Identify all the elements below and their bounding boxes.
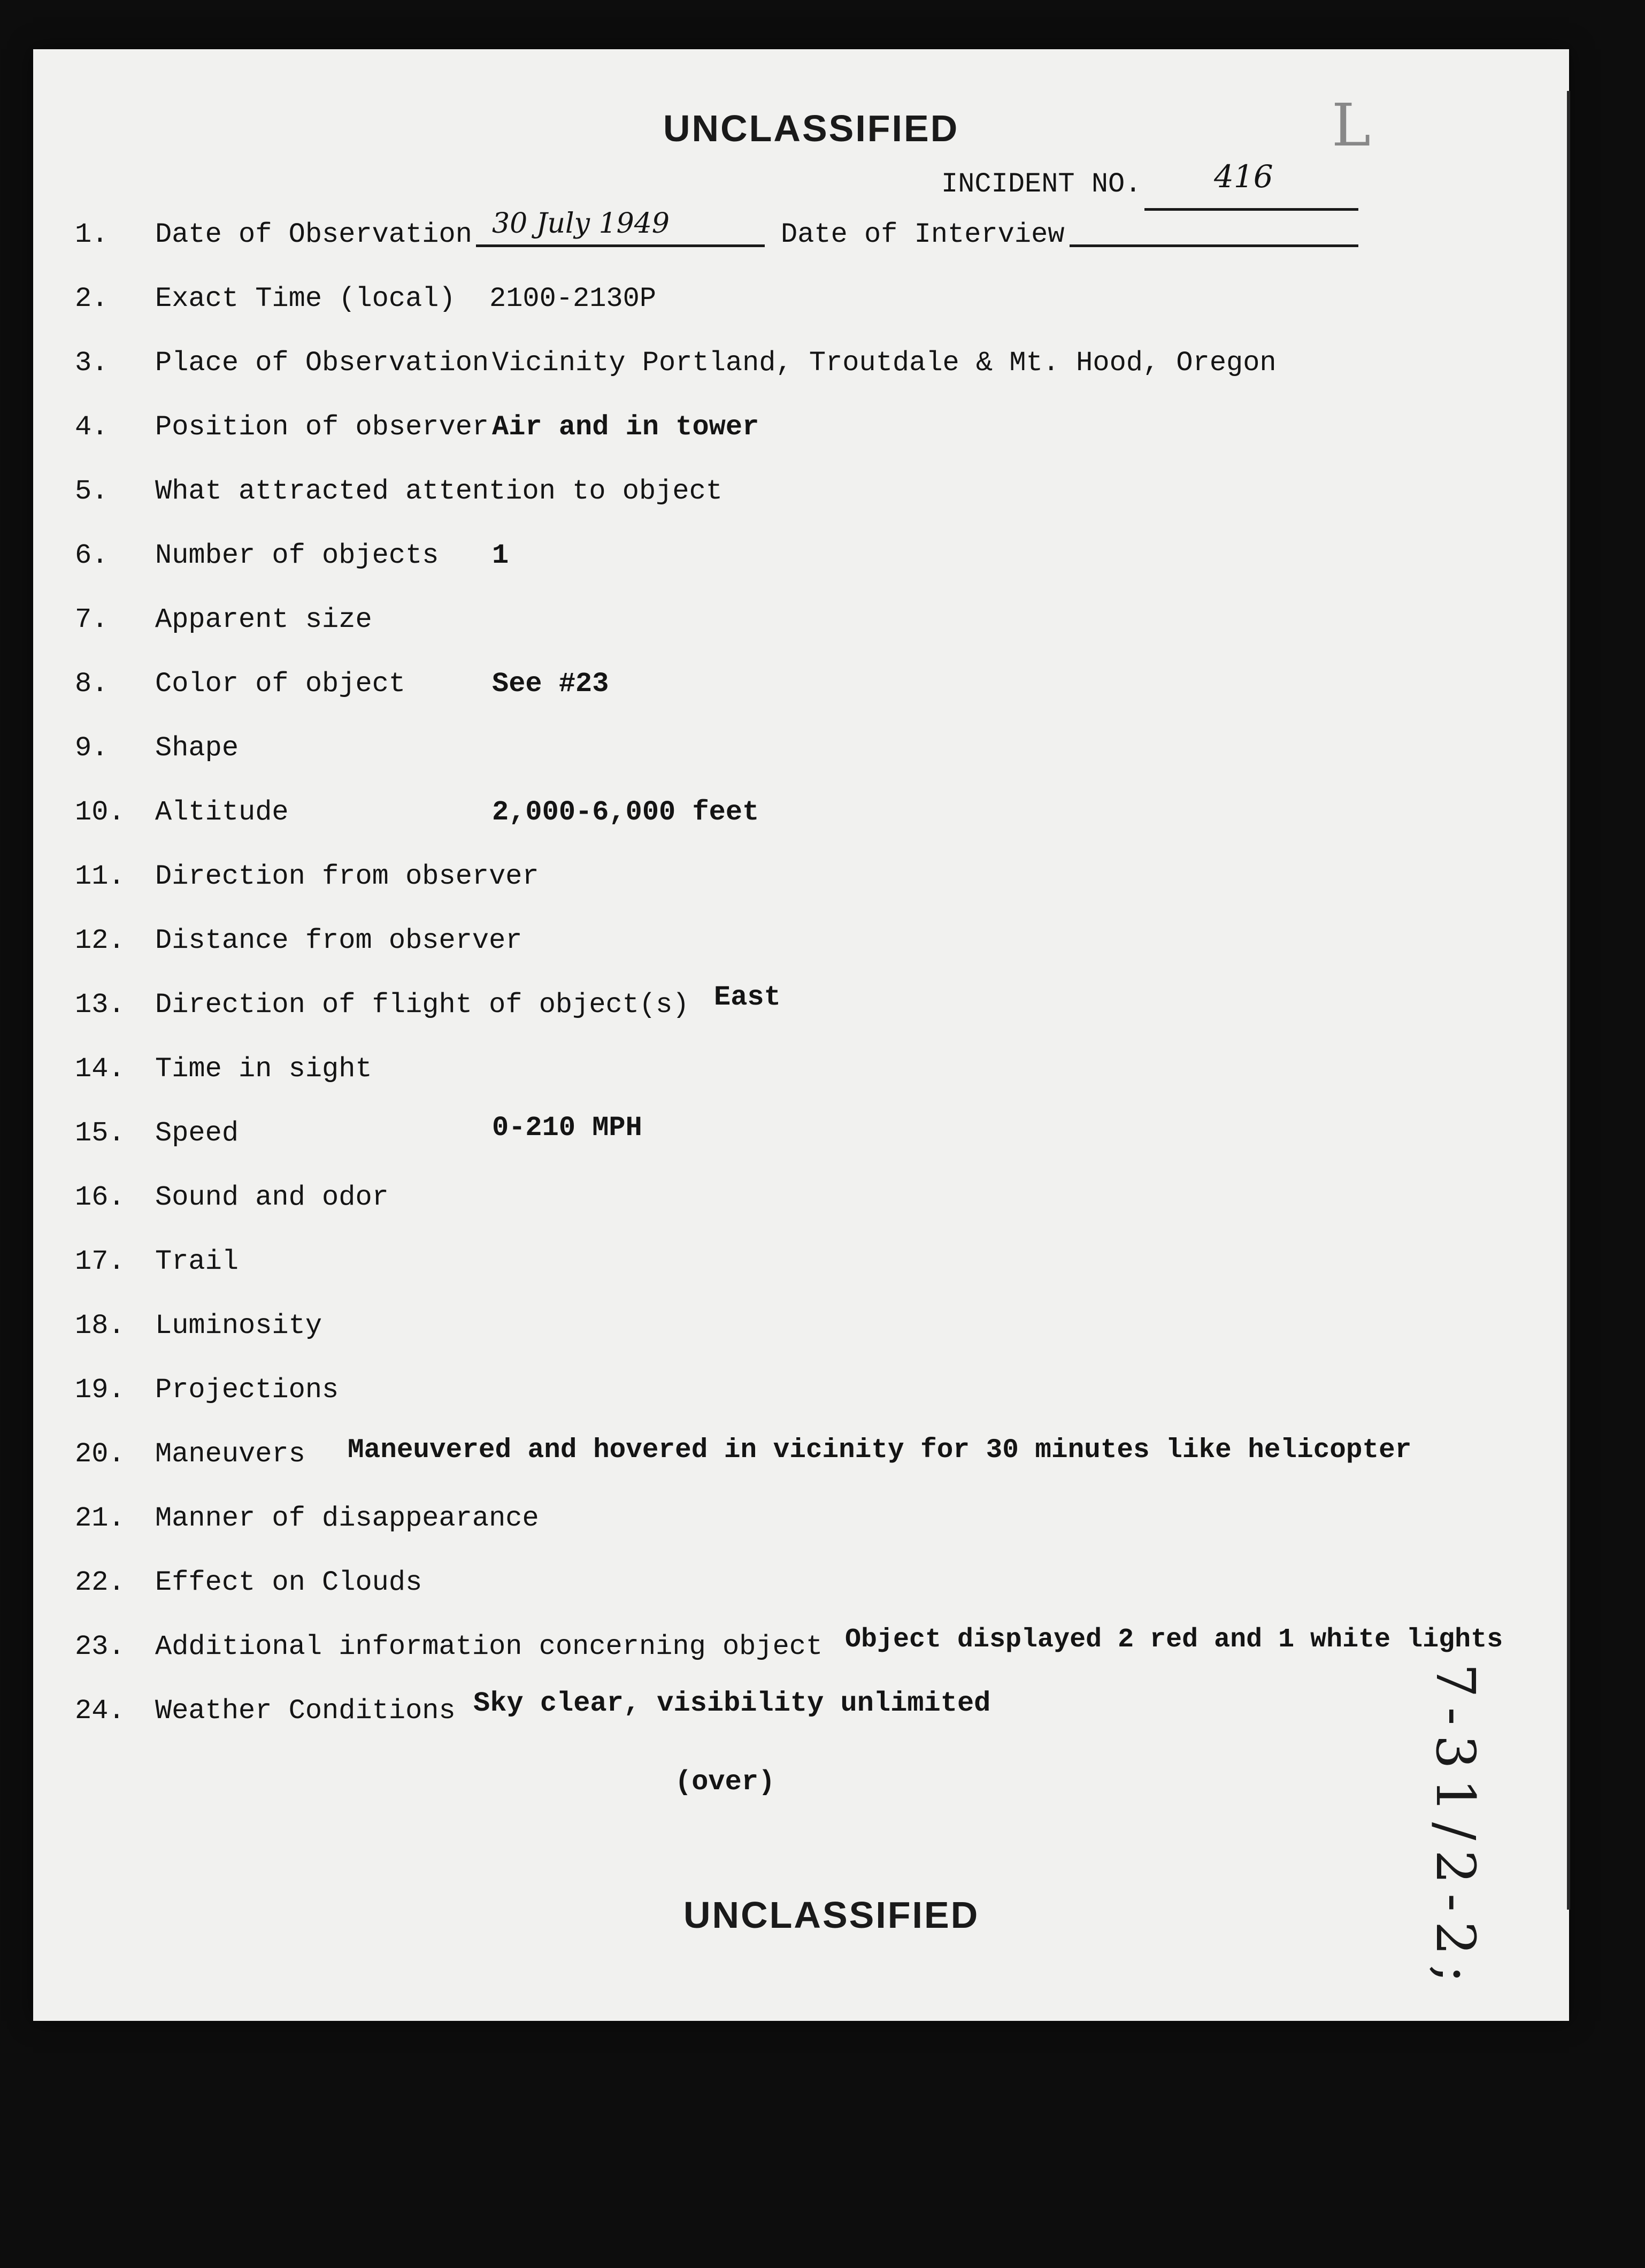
- form-row-13: [0, 974, 1645, 1027]
- classification-stamp-bottom: UNCLASSIFIED: [683, 1894, 980, 1936]
- field-label: Shape: [155, 732, 239, 764]
- form-row-3: [0, 332, 1645, 385]
- field-number: 22.: [75, 1567, 125, 1598]
- field-number: 15.: [75, 1117, 125, 1149]
- field-label: Weather Conditions: [155, 1695, 456, 1727]
- field-label: Effect on Clouds: [155, 1567, 422, 1598]
- field-number: 5.: [75, 476, 109, 507]
- field-label: Apparent size: [155, 604, 372, 635]
- form-row-4: [0, 396, 1645, 449]
- over-note: (over): [675, 1766, 775, 1798]
- form-row-6: [0, 524, 1645, 578]
- field-number: 23.: [75, 1631, 125, 1662]
- field-label: Place of Observation: [155, 347, 489, 379]
- field-number: 4.: [75, 411, 109, 443]
- field-label: Position of observer: [155, 411, 489, 443]
- classification-stamp-top: UNCLASSIFIED: [663, 108, 959, 149]
- form-row-14: [0, 1038, 1645, 1091]
- field-number: 1.: [75, 219, 109, 250]
- field-number: 2.: [75, 283, 109, 315]
- form-row-19: [0, 1359, 1645, 1412]
- field-label: Color of object: [155, 668, 406, 700]
- field-label: Time in sight: [155, 1053, 372, 1085]
- field-label: Additional information concerning object: [155, 1631, 823, 1662]
- incident-number-field: [1144, 153, 1358, 211]
- form-row-18: [0, 1294, 1645, 1348]
- field-value: 2,000-6,000 feet: [492, 796, 759, 828]
- field-number: 8.: [75, 668, 109, 700]
- field-value: East: [714, 982, 781, 1013]
- field-number: 3.: [75, 347, 109, 379]
- field-number: 7.: [75, 604, 109, 635]
- field-number: 16.: [75, 1182, 125, 1213]
- field-number: 14.: [75, 1053, 125, 1085]
- form-row-11: [0, 845, 1645, 899]
- field-label: Sound and odor: [155, 1182, 389, 1213]
- field-number: 6.: [75, 540, 109, 571]
- field-number: 11.: [75, 861, 125, 892]
- field-label: Altitude: [155, 796, 289, 828]
- field-number: 18.: [75, 1310, 125, 1342]
- field-label: Manner of disappearance: [155, 1503, 539, 1534]
- field-number: 9.: [75, 732, 109, 764]
- form-row-22: [0, 1551, 1645, 1605]
- form-row-8: [0, 653, 1645, 706]
- form-row-24: [0, 1680, 1645, 1733]
- field-label: Luminosity: [155, 1310, 322, 1342]
- form-row-10: [0, 781, 1645, 834]
- incident-number-label: INCIDENT NO.: [941, 168, 1142, 200]
- form-row-7: [0, 588, 1645, 642]
- field-number: 20.: [75, 1438, 125, 1470]
- field-number: 24.: [75, 1695, 125, 1727]
- field-label: Distance from observer: [155, 925, 522, 956]
- form-row-21: [0, 1487, 1645, 1541]
- field-number: 17.: [75, 1246, 125, 1277]
- field-value: Air and in tower: [492, 411, 759, 443]
- field-label: Trail: [155, 1246, 239, 1277]
- field-label: What attracted attention to object: [155, 476, 722, 507]
- incident-number-value: 416: [1214, 158, 1273, 195]
- field-value: Object displayed 2 red and 1 white lights: [845, 1625, 1503, 1655]
- field-value: 2100-2130P: [489, 283, 657, 315]
- form-row-2: [0, 267, 1645, 321]
- field-number: 21.: [75, 1503, 125, 1534]
- form-row-5: [0, 460, 1645, 514]
- margin-handwritten-note: 7-31/2-2;: [1424, 1664, 1487, 1993]
- field-number: 10.: [75, 796, 125, 828]
- form-row-12: [0, 909, 1645, 963]
- field-value: 1: [492, 540, 509, 571]
- field-label: Direction from observer: [155, 861, 539, 892]
- form-row-1: [0, 203, 1645, 257]
- field-number: 12.: [75, 925, 125, 956]
- observation-date-underline: [476, 244, 765, 247]
- field-label: Speed: [155, 1117, 239, 1149]
- interview-date-underline: [1070, 244, 1358, 247]
- field-value: Sky clear, visibility unlimited: [473, 1688, 991, 1719]
- observation-date-value: 30 July 1949: [492, 208, 670, 240]
- field-label: Projections: [155, 1374, 339, 1406]
- field-number: 19.: [75, 1374, 125, 1406]
- field-label: Exact Time (local): [155, 283, 456, 315]
- form-row-15: [0, 1102, 1645, 1155]
- field-label: Number of objects: [155, 540, 439, 571]
- field-label: Maneuvers: [155, 1438, 305, 1470]
- field-label: Date of Observation: [155, 219, 472, 250]
- field-value: See #23: [492, 668, 609, 700]
- corner-pencil-mark: L: [1332, 91, 1371, 159]
- field-value: Vicinity Portland, Troutdale & Mt. Hood, Oregon: [492, 347, 1277, 379]
- field-value: Maneuvered and hovered in vicinity for 30 minutes like helicopter: [348, 1435, 1412, 1466]
- form-row-23: [0, 1615, 1645, 1669]
- field-number: 13.: [75, 989, 125, 1021]
- form-row-20: [0, 1423, 1645, 1476]
- form-row-16: [0, 1166, 1645, 1220]
- field-label: Direction of flight of object(s): [155, 989, 689, 1021]
- interview-date-label: Date of Interview: [781, 219, 1065, 250]
- form-row-17: [0, 1230, 1645, 1284]
- form-row-9: [0, 717, 1645, 770]
- field-value: 0-210 MPH: [492, 1112, 642, 1144]
